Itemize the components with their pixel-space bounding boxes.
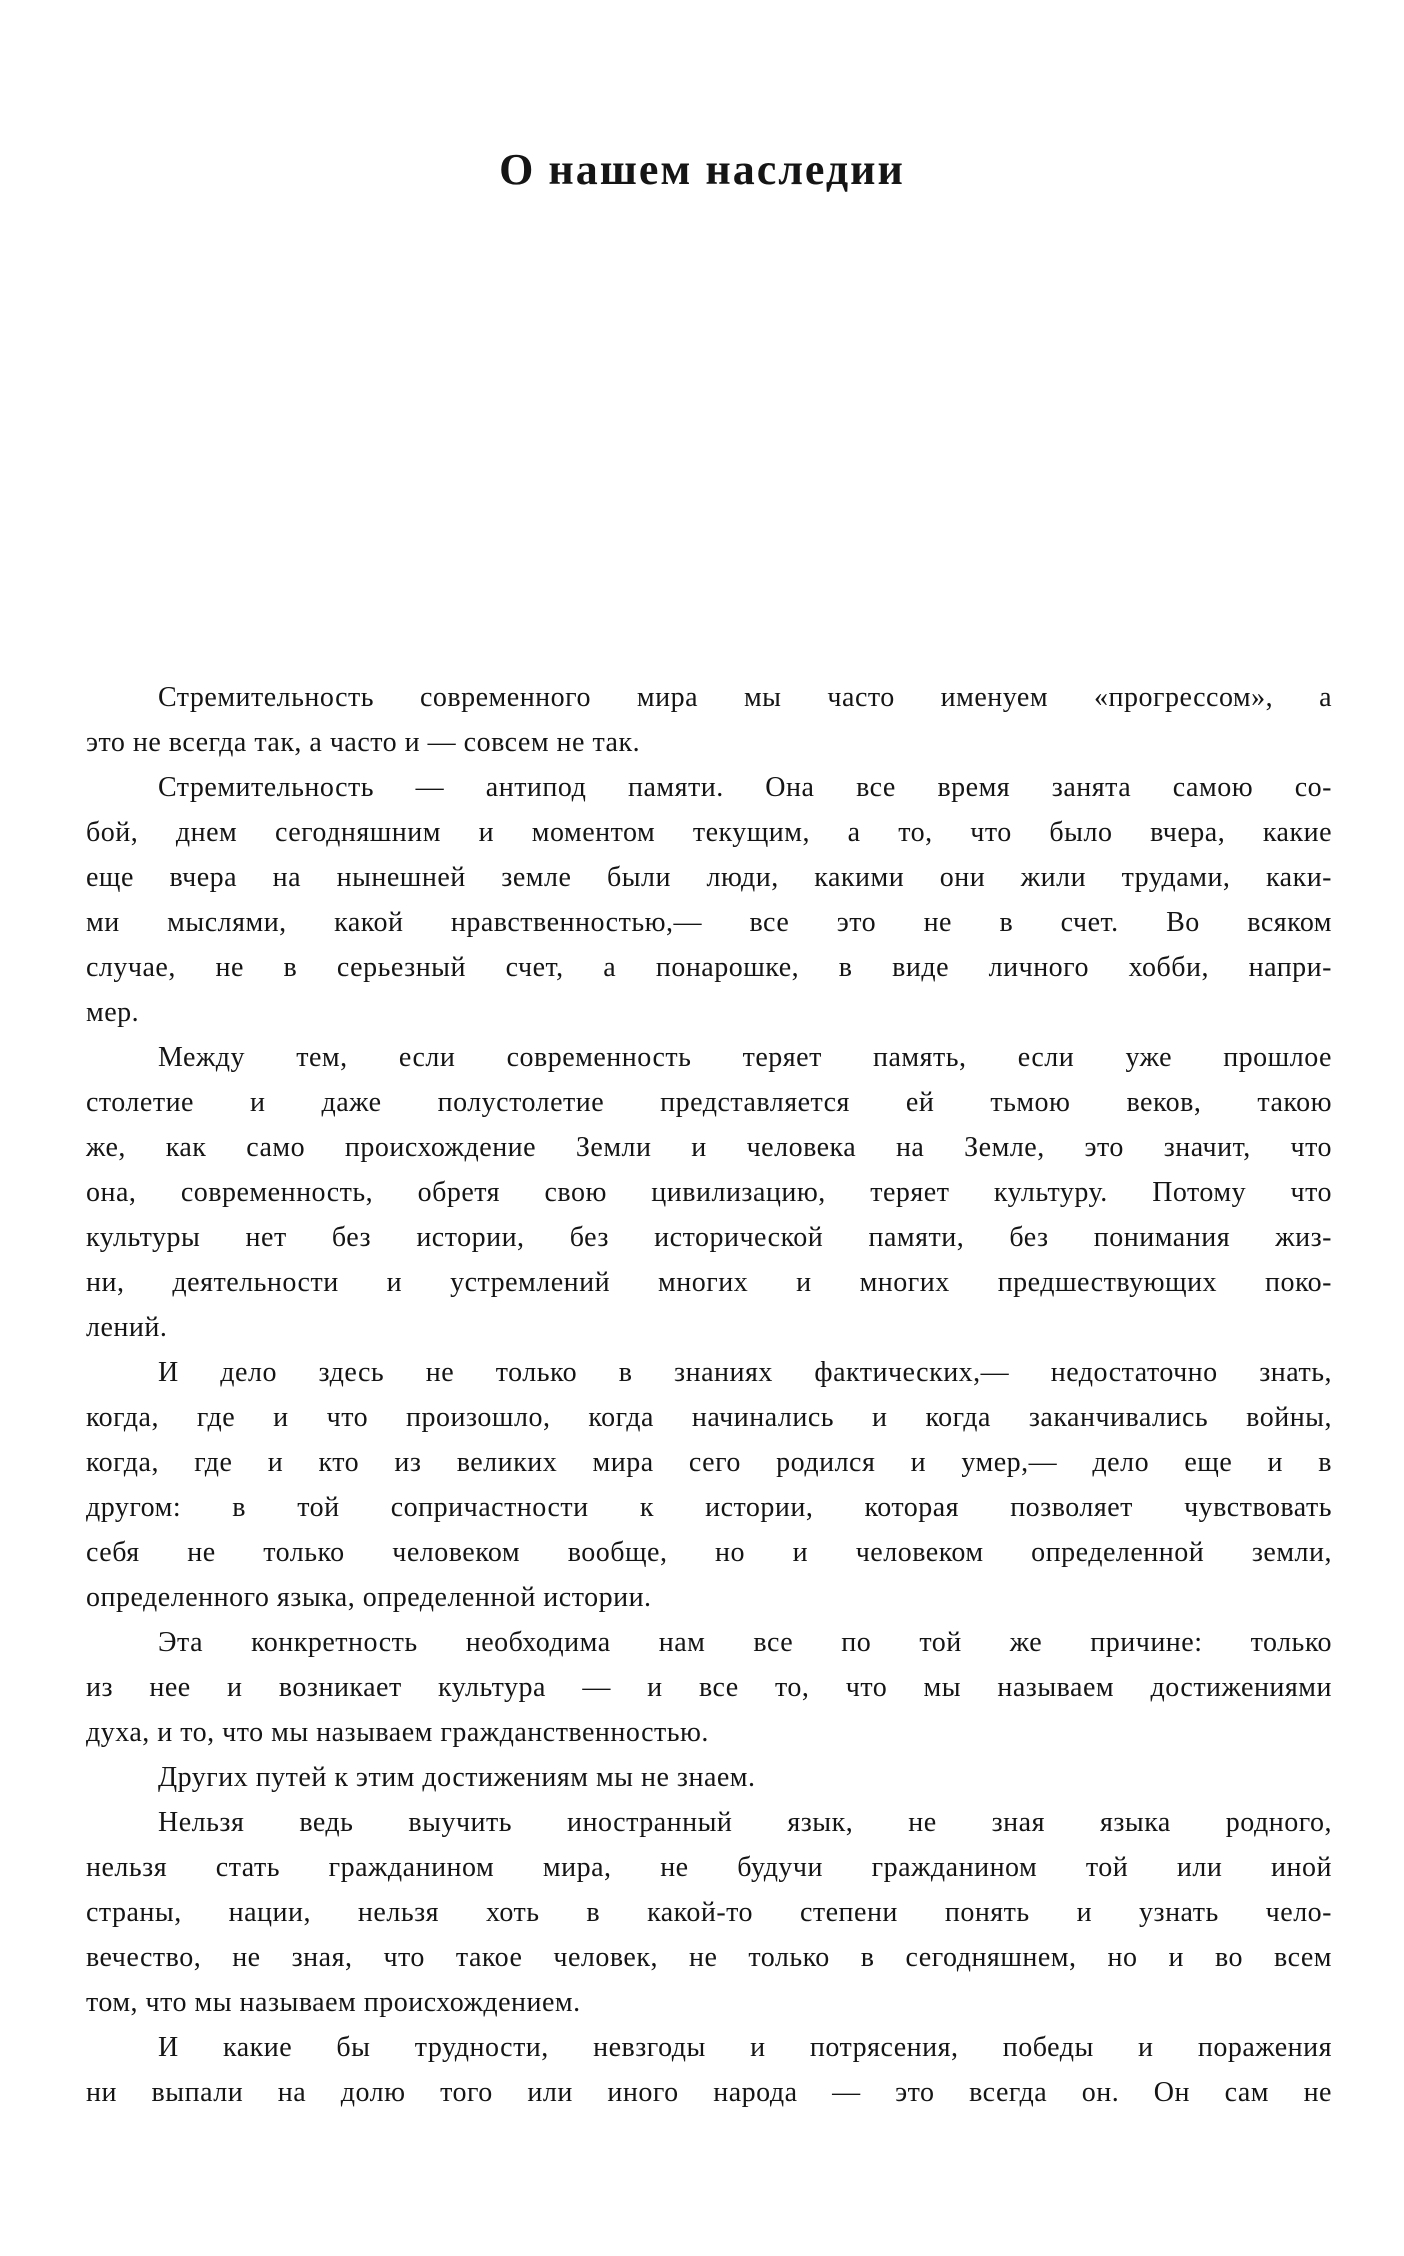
text-line: бой, днем сегодняшним и моментом текущим, а то, что было вчера, какие	[86, 817, 1332, 848]
text-line: она, современность, обретя свою цивилизацию, теряет культуру. Потому что	[86, 1177, 1332, 1208]
text-line: Других путей к этим достижениям мы не знаем.	[158, 1762, 756, 1793]
text-line: И какие бы трудности, невзгоды и потрясения, победы и поражения	[158, 2032, 1332, 2063]
text-line: другом: в той сопричастности к истории, которая позволяет чувствовать	[86, 1492, 1332, 1523]
text-line: когда, где и кто из великих мира сего родился и умер,— дело еще и в	[86, 1447, 1332, 1478]
paragraph	[86, 1620, 1332, 1755]
text-line: духа, и то, что мы называем гражданственностью.	[86, 1717, 709, 1748]
paragraph	[86, 1035, 1332, 1350]
text-line: ми мыслями, какой нравственностью,— все это не в счет. Во всяком	[86, 907, 1332, 938]
text-line: ни, деятельности и устремлений многих и многих предшествующих поко-	[86, 1267, 1332, 1298]
text-line: же, как само происхождение Земли и человека на Земле, это значит, что	[86, 1132, 1332, 1163]
text-line: культуры нет без истории, без исторической памяти, без понимания жиз-	[86, 1222, 1332, 1253]
text-line: столетие и даже полустолетие представляется ей тьмою веков, такою	[86, 1087, 1332, 1118]
text-line: ни выпали на долю того или иного народа — это всегда он. Он сам не	[86, 2077, 1332, 2108]
text-line: И дело здесь не только в знаниях фактических,— недостаточно знать,	[158, 1357, 1332, 1388]
text-line: Стремительность современного мира мы часто именуем «прогрессом», а	[158, 682, 1332, 713]
paragraph	[86, 1350, 1332, 1620]
text-line: еще вчера на нынешней земле были люди, какими они жили трудами, каки-	[86, 862, 1332, 893]
text-line: определенного языка, определенной истории.	[86, 1582, 652, 1613]
paragraph	[86, 1755, 1332, 1800]
text-line: том, что мы называем происхождением.	[86, 1987, 581, 2018]
text-line: когда, где и что произошло, когда начинались и когда заканчивались войны,	[86, 1402, 1332, 1433]
page-title: О нашем наследии	[499, 145, 905, 194]
text-line: Нельзя ведь выучить иностранный язык, не зная языка родного,	[158, 1807, 1332, 1838]
text-line: Стремительность — антипод памяти. Она все время занята самою со-	[158, 772, 1332, 803]
text-line: Между тем, если современность теряет память, если уже прошлое	[158, 1042, 1332, 1073]
text-line: Эта конкретность необходима нам все по той же причине: только	[158, 1627, 1332, 1658]
paragraph	[86, 1800, 1332, 2025]
text-line: случае, не в серьезный счет, а понарошке, в виде личного хобби, напри-	[86, 952, 1332, 983]
text-line: вечество, не зная, что такое человек, не только в сегодняшнем, но и во всем	[86, 1942, 1332, 1973]
text-line: лений.	[86, 1312, 168, 1343]
paragraph	[86, 765, 1332, 1035]
text-line: мер.	[86, 997, 140, 1028]
paragraph	[86, 675, 1332, 765]
text-line: из нее и возникает культура — и все то, что мы называем достижениями	[86, 1672, 1332, 1703]
article-body	[86, 675, 1332, 2115]
text-line: страны, нации, нельзя хоть в какой-то степени понять и узнать чело-	[86, 1897, 1332, 1928]
paragraph	[86, 2025, 1332, 2115]
text-line: себя не только человеком вообще, но и человеком определенной земли,	[86, 1537, 1332, 1568]
text-line: это не всегда так, а часто и — совсем не так.	[86, 727, 641, 758]
text-line: нельзя стать гражданином мира, не будучи гражданином той или иной	[86, 1852, 1332, 1883]
